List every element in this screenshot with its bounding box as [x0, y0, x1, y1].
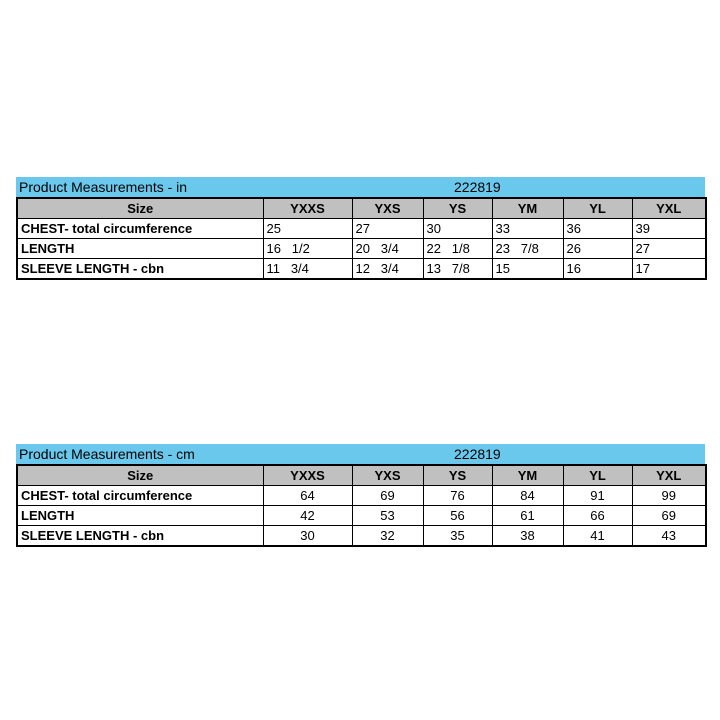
row-label: CHEST- total circumference: [17, 219, 263, 239]
cell: 22 1/8: [423, 239, 492, 259]
table-row: [17, 219, 706, 239]
cell: 20 3/4: [352, 239, 423, 259]
header-ym: YM: [492, 198, 563, 219]
cell: 27: [632, 239, 706, 259]
cell: 53: [352, 506, 423, 526]
table-title-bar: [16, 444, 705, 464]
header-row: [17, 465, 706, 486]
table-title: Product Measurements - in: [19, 179, 188, 195]
header-yxxs: YXXS: [263, 198, 352, 219]
measurements-table-inches: [16, 177, 705, 280]
cell: 15: [492, 259, 563, 280]
table-row: [17, 526, 706, 547]
table-row: [17, 239, 706, 259]
cell: 99: [632, 486, 706, 506]
table-row: [17, 506, 706, 526]
cell: 30: [423, 219, 492, 239]
cell: 66: [563, 506, 632, 526]
table-title: Product Measurements - cm: [19, 446, 195, 462]
cell: 84: [492, 486, 563, 506]
row-label: SLEEVE LENGTH - cbn: [17, 259, 263, 280]
cell: 91: [563, 486, 632, 506]
product-code: 222819: [454, 179, 501, 195]
header-ys: YS: [423, 465, 492, 486]
cell: 26: [563, 239, 632, 259]
cell: 41: [563, 526, 632, 547]
header-row: [17, 198, 706, 219]
cell: 16 1/2: [263, 239, 352, 259]
header-yxl: YXL: [632, 465, 706, 486]
header-yxs: YXS: [352, 198, 423, 219]
cell: 23 7/8: [492, 239, 563, 259]
cell: 25: [263, 219, 352, 239]
product-code: 222819: [454, 446, 501, 462]
cell: 64: [263, 486, 352, 506]
size-table: [16, 464, 707, 547]
header-size: Size: [17, 465, 263, 486]
header-yl: YL: [563, 198, 632, 219]
cell: 42: [263, 506, 352, 526]
cell: 11 3/4: [263, 259, 352, 280]
row-label: SLEEVE LENGTH - cbn: [17, 526, 263, 547]
cell: 76: [423, 486, 492, 506]
header-yxl: YXL: [632, 198, 706, 219]
cell: 38: [492, 526, 563, 547]
cell: 32: [352, 526, 423, 547]
row-label: LENGTH: [17, 506, 263, 526]
header-yxxs: YXXS: [263, 465, 352, 486]
cell: 35: [423, 526, 492, 547]
table-row: [17, 259, 706, 280]
header-size: Size: [17, 198, 263, 219]
cell: 61: [492, 506, 563, 526]
table-title-bar: [16, 177, 705, 197]
header-ys: YS: [423, 198, 492, 219]
cell: 33: [492, 219, 563, 239]
cell: 16: [563, 259, 632, 280]
row-label: LENGTH: [17, 239, 263, 259]
cell: 69: [352, 486, 423, 506]
row-label: CHEST- total circumference: [17, 486, 263, 506]
measurements-table-cm: [16, 444, 705, 547]
cell: 56: [423, 506, 492, 526]
header-yl: YL: [563, 465, 632, 486]
table-row: [17, 486, 706, 506]
cell: 30: [263, 526, 352, 547]
cell: 27: [352, 219, 423, 239]
cell: 13 7/8: [423, 259, 492, 280]
cell: 36: [563, 219, 632, 239]
cell: 43: [632, 526, 706, 547]
cell: 69: [632, 506, 706, 526]
header-ym: YM: [492, 465, 563, 486]
cell: 12 3/4: [352, 259, 423, 280]
header-yxs: YXS: [352, 465, 423, 486]
size-table: [16, 197, 707, 280]
cell: 17: [632, 259, 706, 280]
cell: 39: [632, 219, 706, 239]
